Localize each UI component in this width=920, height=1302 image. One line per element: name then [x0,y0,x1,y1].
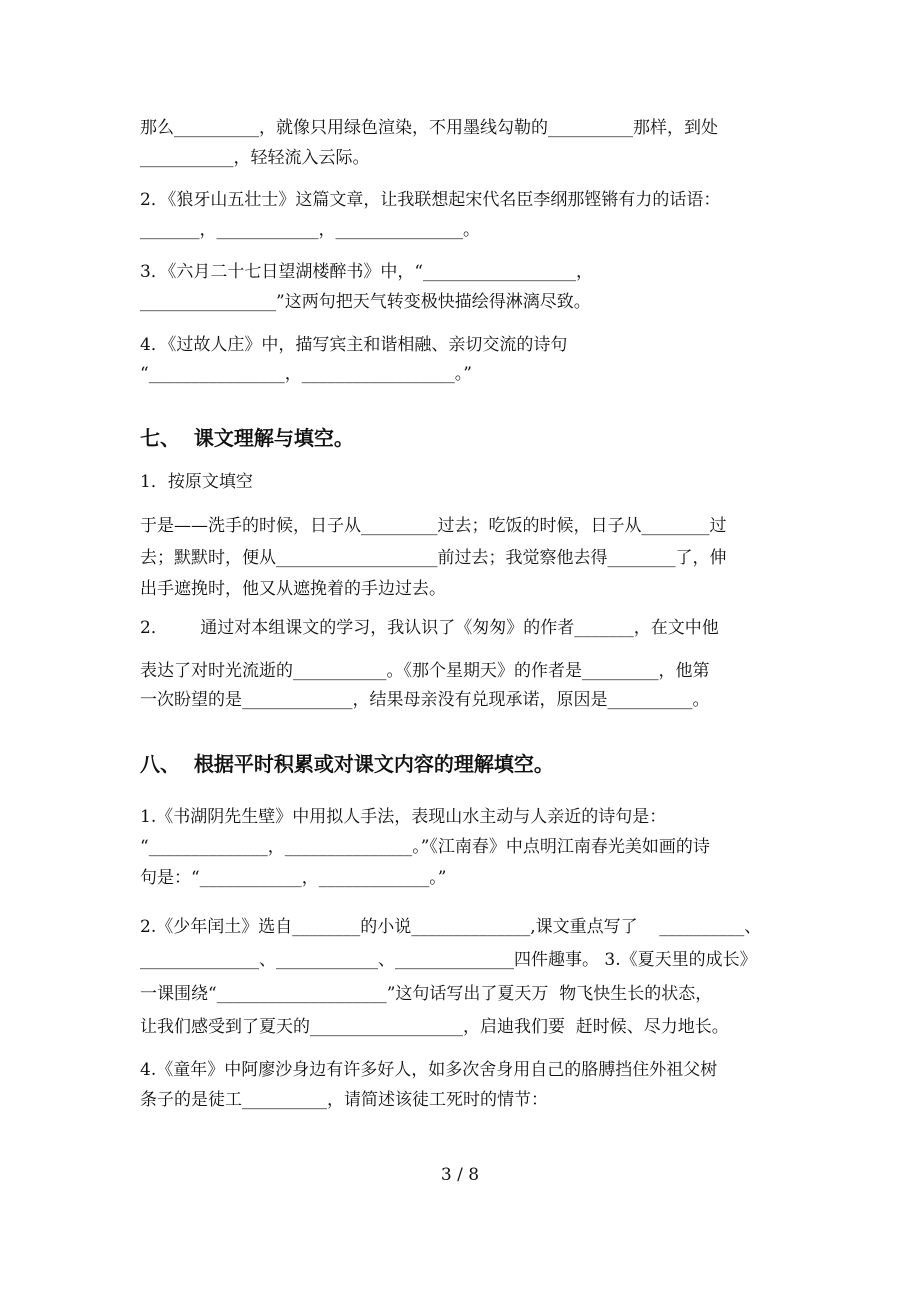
line-1: 那么__________，就像只用绿色渲染，不用墨线勾勒的__________那样，到处 [140,118,718,138]
line-8: “________________，__________________。” [140,364,472,384]
line-5: 3．《六月二十七日望湖楼醉书》中，“__________________， [140,262,594,282]
line-11: 去；默默时，便从___________________前过去；我觉察他去得________了，伸 [140,548,727,568]
line-19: 2.《少年闰土》选自________的小说______________,课文重点写了 __________、 [140,917,762,937]
line-10: 于是——洗手的时候，日子从_________过去；吃饭的时候，日子从________过 [140,516,727,536]
line-16: 1.《书湖阴先生壁》中用拟人手法，表现山水主动与人亲近的诗句是： [140,807,667,827]
line-14: 表达了对时光流逝的___________。《那个星期天》的作者是_________，他第 [140,661,710,681]
line-4: _______，____________，_______________。 [140,220,480,240]
line-23: 4.《童年》中阿廖沙身边有许多好人，如多次舍身用自己的胳膊挡住外祖父树 [140,1060,718,1080]
section-heading-8: 八、 根据平时积累或对课文内容的理解填空。 [140,752,554,776]
line-15: 一次盼望的是_____________，结果母亲没有兑现承诺，原因是__________。 [140,690,710,710]
line-2: ___________，轻轻流入云际。 [140,148,370,168]
line-9: 1．按原文填空 [140,472,253,492]
section-heading-7: 七、 课文理解与填空。 [140,426,354,450]
line-18: 句是：“____________，_____________。” [140,868,447,888]
line-21: 一课围绕“____________________”这句话写出了夏天万 物飞快生长的状态， [140,984,713,1004]
line-6: ________________”这两句把天气转变极快描绘得淋漓尽致。 [140,292,591,312]
line-3: 2．《狼牙山五壮士》这篇文章，让我联想起宋代名臣李纲那铿锵有力的话语： [140,190,721,210]
line-24: 条子的是徒工__________，请简述该徒工死时的情节： [140,1090,548,1110]
line-17: “______________，_______________。”《江南春》中点明江南春光美如画的诗 [140,837,710,857]
line-20: ______________、____________、______________四件趣事。 3.《夏天里的成长》 [140,950,757,970]
page-number: 3 / 8 [440,1165,480,1185]
line-12: 出手遮挽时，他又从遮挽着的手边过去。 [140,579,446,599]
line-22: 让我们感受到了夏天的__________________，启迪我们要 赶时候、尽力地长。 [140,1017,729,1037]
line-7: 4．《过故人庄》中，描写宾主和谐相融、亲切交流的诗句 [140,335,568,355]
line-13: 2． 通过对本组课文的学习，我认识了《匆匆》的作者_______，在文中他 [140,618,719,638]
